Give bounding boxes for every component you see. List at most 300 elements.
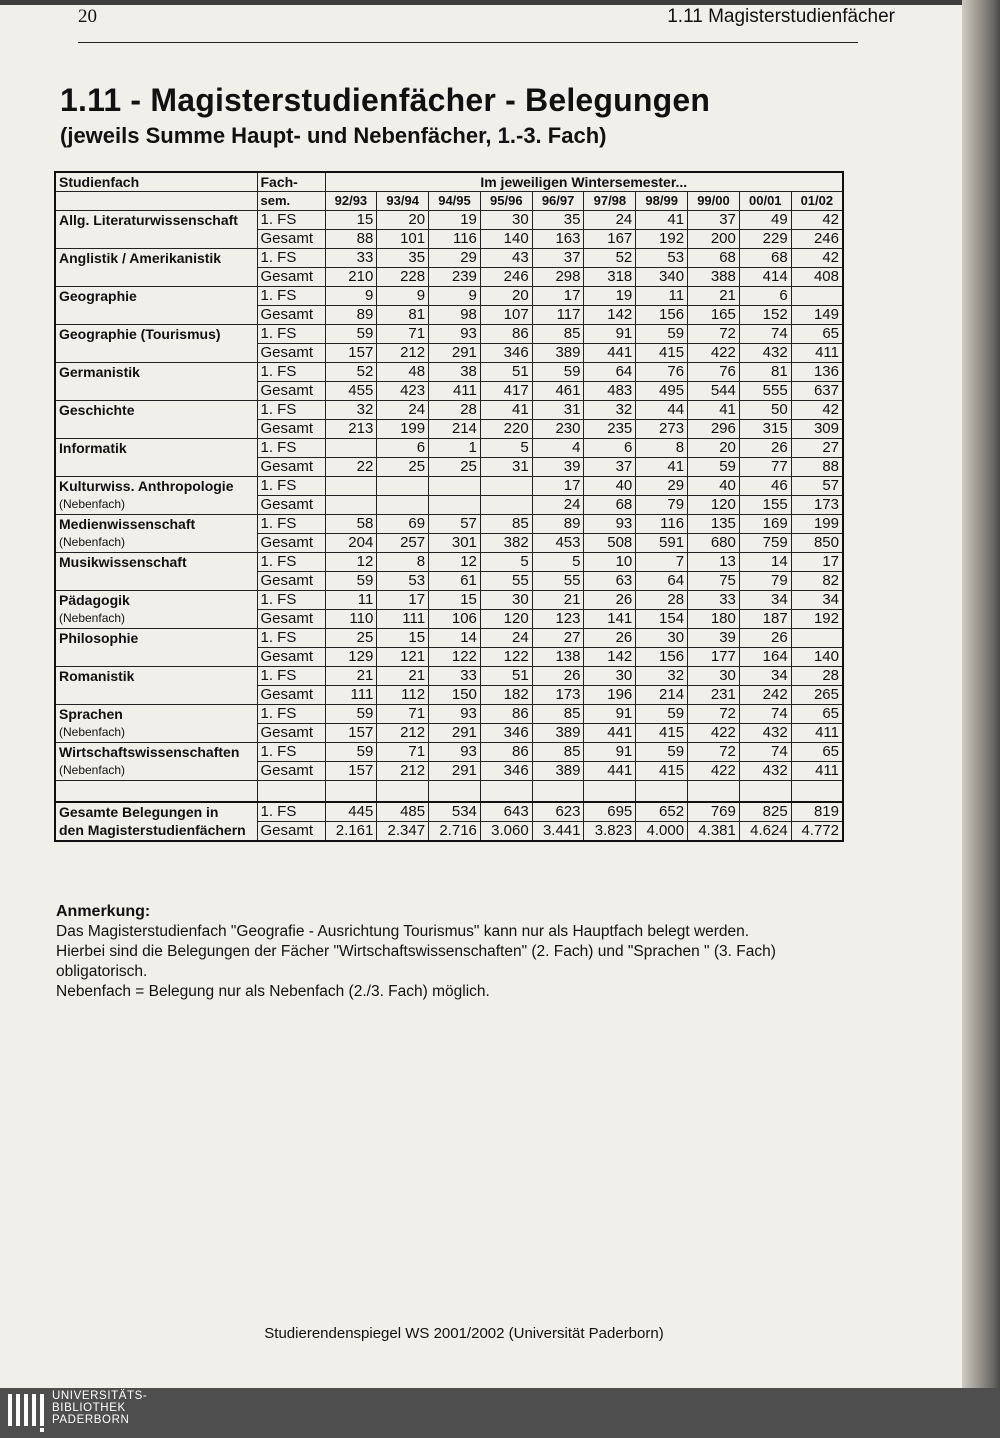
value-cell: 173 <box>532 686 584 705</box>
value-cell: 187 <box>739 610 791 629</box>
value-cell: 64 <box>584 363 636 382</box>
value-cell: 239 <box>429 268 481 287</box>
value-cell: 43 <box>480 249 532 268</box>
value-cell: 33 <box>688 591 740 610</box>
value-cell: 63 <box>584 572 636 591</box>
value-cell: 12 <box>325 553 377 572</box>
total-label <box>55 802 257 841</box>
header-subject: Studienfach <box>55 172 257 192</box>
value-cell: 39 <box>688 629 740 648</box>
library-logo-icon <box>6 1392 46 1434</box>
value-cell: 33 <box>429 667 481 686</box>
value-cell: 106 <box>429 610 481 629</box>
semester-header: 01/02 <box>791 192 843 211</box>
value-cell: 34 <box>739 667 791 686</box>
value-cell: 192 <box>636 230 688 249</box>
row-label-gesamt: Gesamt <box>257 496 325 515</box>
remark-line-2: Hierbei sind die Belegungen der Fächer "Wirtschaftswissenschaften" (2. Fach) und "Sprachen " (3. Fach) obligatorisch. <box>56 943 776 980</box>
table-row <box>55 249 843 268</box>
value-cell: 5 <box>532 553 584 572</box>
value-cell: 389 <box>532 762 584 781</box>
subject-name <box>55 477 257 515</box>
value-cell: 4.000 <box>636 822 688 842</box>
value-cell: 81 <box>377 306 429 325</box>
subject-label: Pädagogik <box>59 592 130 608</box>
value-cell: 85 <box>480 515 532 534</box>
row-label-fs: 1. FS <box>257 515 325 534</box>
value-cell: 229 <box>739 230 791 249</box>
table-row <box>55 439 843 458</box>
semester-header: 00/01 <box>739 192 791 211</box>
semester-header: 96/97 <box>532 192 584 211</box>
value-cell: 122 <box>429 648 481 667</box>
value-cell: 116 <box>429 230 481 249</box>
row-label-gesamt: Gesamt <box>257 822 325 842</box>
value-cell: 46 <box>739 477 791 496</box>
value-cell: 432 <box>739 724 791 743</box>
empty-cell <box>480 781 532 803</box>
row-label-gesamt: Gesamt <box>257 686 325 705</box>
value-cell: 42 <box>791 211 843 230</box>
semester-header: 99/00 <box>688 192 740 211</box>
value-cell: 37 <box>584 458 636 477</box>
header-semester-span: Im jeweiligen Wintersemester... <box>325 172 843 192</box>
value-cell: 50 <box>739 401 791 420</box>
value-cell: 7 <box>636 553 688 572</box>
semester-header: 98/99 <box>636 192 688 211</box>
value-cell: 192 <box>791 610 843 629</box>
subject-label: Allg. Literaturwissenschaft <box>59 212 238 228</box>
value-cell: 346 <box>480 762 532 781</box>
value-cell: 93 <box>584 515 636 534</box>
subject-label: Geschichte <box>59 402 135 418</box>
value-cell: 28 <box>791 667 843 686</box>
value-cell: 93 <box>429 325 481 344</box>
value-cell: 1 <box>429 439 481 458</box>
value-cell: 318 <box>584 268 636 287</box>
subject-note: (Nebenfach) <box>59 497 126 511</box>
value-cell: 116 <box>636 515 688 534</box>
table-row <box>55 287 843 306</box>
table-row <box>55 743 843 762</box>
value-cell: 534 <box>429 802 481 822</box>
value-cell: 455 <box>325 382 377 401</box>
value-cell: 13 <box>688 553 740 572</box>
value-cell: 180 <box>688 610 740 629</box>
value-cell: 422 <box>688 724 740 743</box>
subject-label: Medienwissenschaft <box>59 516 196 532</box>
value-cell: 26 <box>584 591 636 610</box>
value-cell: 6 <box>584 439 636 458</box>
empty-cell <box>55 781 257 803</box>
empty-cell <box>429 781 481 803</box>
value-cell: 30 <box>584 667 636 686</box>
table-row <box>55 667 843 686</box>
value-cell: 49 <box>739 211 791 230</box>
subject-label: Geographie (Tourismus) <box>59 326 221 342</box>
value-cell: 15 <box>429 591 481 610</box>
value-cell <box>480 477 532 496</box>
value-cell: 26 <box>532 667 584 686</box>
subject-name <box>55 705 257 743</box>
value-cell: 68 <box>688 249 740 268</box>
value-cell: 25 <box>325 629 377 648</box>
value-cell <box>325 496 377 515</box>
top-scan-edge <box>0 0 962 5</box>
subject-name <box>55 363 257 401</box>
value-cell: 59 <box>636 743 688 762</box>
empty-cell <box>257 781 325 803</box>
value-cell: 230 <box>532 420 584 439</box>
row-label-gesamt: Gesamt <box>257 230 325 249</box>
remark-heading: Anmerkung: <box>56 903 151 920</box>
value-cell: 21 <box>377 667 429 686</box>
value-cell: 850 <box>791 534 843 553</box>
running-head: 1.11 Magisterstudienfächer <box>667 6 895 27</box>
semester-header: 94/95 <box>429 192 481 211</box>
row-label-fs: 1. FS <box>257 591 325 610</box>
value-cell: 52 <box>584 249 636 268</box>
value-cell: 59 <box>688 458 740 477</box>
subject-name <box>55 211 257 249</box>
value-cell: 59 <box>325 743 377 762</box>
value-cell: 71 <box>377 743 429 762</box>
value-cell: 163 <box>532 230 584 249</box>
row-label-fs: 1. FS <box>257 439 325 458</box>
value-cell: 53 <box>377 572 429 591</box>
table-row <box>55 553 843 572</box>
table-row <box>55 477 843 496</box>
subject-label: Anglistik / Amerikanistik <box>59 250 222 266</box>
subject-name <box>55 629 257 667</box>
subject-name <box>55 667 257 705</box>
row-label-fs: 1. FS <box>257 325 325 344</box>
value-cell: 346 <box>480 344 532 363</box>
value-cell: 415 <box>636 724 688 743</box>
value-cell: 228 <box>377 268 429 287</box>
value-cell: 4.624 <box>739 822 791 842</box>
value-cell: 165 <box>688 306 740 325</box>
value-cell: 235 <box>584 420 636 439</box>
header-fach-1: Fach- <box>257 172 325 192</box>
value-cell: 8 <box>377 553 429 572</box>
value-cell: 9 <box>377 287 429 306</box>
value-cell: 122 <box>480 648 532 667</box>
value-cell: 242 <box>739 686 791 705</box>
value-cell: 121 <box>377 648 429 667</box>
value-cell: 485 <box>377 802 429 822</box>
value-cell: 41 <box>636 211 688 230</box>
value-cell: 39 <box>532 458 584 477</box>
value-cell: 154 <box>636 610 688 629</box>
value-cell: 142 <box>584 648 636 667</box>
value-cell: 117 <box>532 306 584 325</box>
header-subject-cont <box>55 192 257 211</box>
value-cell: 59 <box>325 705 377 724</box>
value-cell: 77 <box>739 458 791 477</box>
value-cell: 3.441 <box>532 822 584 842</box>
value-cell <box>325 477 377 496</box>
value-cell: 72 <box>688 325 740 344</box>
table-row <box>55 325 843 344</box>
empty-cell <box>791 781 843 803</box>
value-cell: 196 <box>584 686 636 705</box>
row-label-gesamt: Gesamt <box>257 382 325 401</box>
value-cell: 86 <box>480 743 532 762</box>
value-cell: 52 <box>325 363 377 382</box>
value-cell: 59 <box>636 325 688 344</box>
value-cell: 432 <box>739 762 791 781</box>
table-row <box>55 591 843 610</box>
value-cell: 48 <box>377 363 429 382</box>
value-cell: 200 <box>688 230 740 249</box>
page-subtitle: (jeweils Summe Haupt- und Nebenfächer, 1.-3. Fach) <box>60 123 607 148</box>
subject-name <box>55 287 257 325</box>
value-cell: 76 <box>688 363 740 382</box>
value-cell: 220 <box>480 420 532 439</box>
value-cell: 93 <box>429 743 481 762</box>
subject-name <box>55 553 257 591</box>
subject-name <box>55 743 257 781</box>
value-cell: 157 <box>325 762 377 781</box>
value-cell: 71 <box>377 325 429 344</box>
value-cell: 9 <box>325 287 377 306</box>
empty-cell <box>584 781 636 803</box>
value-cell: 59 <box>325 325 377 344</box>
library-logo-text <box>52 1390 147 1426</box>
subject-name <box>55 515 257 553</box>
value-cell <box>429 477 481 496</box>
value-cell: 35 <box>377 249 429 268</box>
value-cell: 41 <box>480 401 532 420</box>
value-cell: 2.161 <box>325 822 377 842</box>
value-cell: 22 <box>325 458 377 477</box>
value-cell: 53 <box>636 249 688 268</box>
value-cell: 445 <box>325 802 377 822</box>
value-cell: 74 <box>739 705 791 724</box>
value-cell: 555 <box>739 382 791 401</box>
value-cell: 65 <box>791 743 843 762</box>
value-cell: 483 <box>584 382 636 401</box>
value-cell: 44 <box>636 401 688 420</box>
value-cell: 75 <box>688 572 740 591</box>
value-cell: 86 <box>480 705 532 724</box>
value-cell: 112 <box>377 686 429 705</box>
value-cell: 138 <box>532 648 584 667</box>
value-cell: 57 <box>791 477 843 496</box>
value-cell: 623 <box>532 802 584 822</box>
row-label-gesamt: Gesamt <box>257 724 325 743</box>
value-cell: 315 <box>739 420 791 439</box>
value-cell: 389 <box>532 344 584 363</box>
value-cell: 423 <box>377 382 429 401</box>
value-cell: 79 <box>739 572 791 591</box>
value-cell: 17 <box>791 553 843 572</box>
value-cell: 40 <box>584 477 636 496</box>
value-cell: 4.772 <box>791 822 843 842</box>
value-cell: 25 <box>429 458 481 477</box>
value-cell: 88 <box>791 458 843 477</box>
value-cell: 246 <box>480 268 532 287</box>
header-fach-2: sem. <box>257 192 325 211</box>
value-cell: 296 <box>688 420 740 439</box>
value-cell: 389 <box>532 724 584 743</box>
value-cell: 27 <box>532 629 584 648</box>
value-cell: 26 <box>739 629 791 648</box>
value-cell <box>377 496 429 515</box>
row-label-gesamt: Gesamt <box>257 344 325 363</box>
value-cell: 142 <box>584 306 636 325</box>
enrollment-table <box>54 171 844 842</box>
value-cell: 212 <box>377 762 429 781</box>
row-label-fs: 1. FS <box>257 401 325 420</box>
page-footer: Studierendenspiegel WS 2001/2002 (Universität Paderborn) <box>264 1325 664 1342</box>
row-label-gesamt: Gesamt <box>257 534 325 553</box>
semester-header: 95/96 <box>480 192 532 211</box>
value-cell: 101 <box>377 230 429 249</box>
subject-name <box>55 249 257 287</box>
value-cell: 20 <box>688 439 740 458</box>
value-cell: 120 <box>688 496 740 515</box>
row-label-gesamt: Gesamt <box>257 268 325 287</box>
value-cell: 291 <box>429 344 481 363</box>
value-cell: 544 <box>688 382 740 401</box>
value-cell: 14 <box>429 629 481 648</box>
value-cell: 167 <box>584 230 636 249</box>
value-cell: 591 <box>636 534 688 553</box>
value-cell: 38 <box>429 363 481 382</box>
value-cell: 21 <box>688 287 740 306</box>
value-cell <box>791 287 843 306</box>
value-cell: 346 <box>480 724 532 743</box>
value-cell: 74 <box>739 743 791 762</box>
value-cell: 157 <box>325 724 377 743</box>
value-cell: 24 <box>377 401 429 420</box>
value-cell: 17 <box>532 477 584 496</box>
subject-label: Informatik <box>59 440 127 456</box>
value-cell: 65 <box>791 325 843 344</box>
value-cell: 643 <box>480 802 532 822</box>
value-cell: 91 <box>584 325 636 344</box>
value-cell: 140 <box>480 230 532 249</box>
value-cell: 214 <box>429 420 481 439</box>
value-cell: 129 <box>325 648 377 667</box>
value-cell: 3.823 <box>584 822 636 842</box>
subject-note: (Nebenfach) <box>59 611 126 625</box>
value-cell: 173 <box>791 496 843 515</box>
table-row <box>55 705 843 724</box>
empty-cell <box>377 781 429 803</box>
value-cell: 71 <box>377 705 429 724</box>
value-cell: 85 <box>532 743 584 762</box>
value-cell: 15 <box>377 629 429 648</box>
value-cell: 19 <box>429 211 481 230</box>
value-cell: 111 <box>325 686 377 705</box>
value-cell: 155 <box>739 496 791 515</box>
value-cell: 231 <box>688 686 740 705</box>
value-cell: 12 <box>429 553 481 572</box>
value-cell: 33 <box>325 249 377 268</box>
empty-cell <box>325 781 377 803</box>
subject-label: Geographie <box>59 288 137 304</box>
value-cell: 17 <box>532 287 584 306</box>
value-cell: 652 <box>636 802 688 822</box>
subject-note: (Nebenfach) <box>59 535 126 549</box>
value-cell: 769 <box>688 802 740 822</box>
value-cell: 15 <box>325 211 377 230</box>
value-cell: 32 <box>584 401 636 420</box>
value-cell: 461 <box>532 382 584 401</box>
value-cell: 64 <box>636 572 688 591</box>
subject-label: Sprachen <box>59 706 123 722</box>
value-cell: 212 <box>377 724 429 743</box>
semester-header: 93/94 <box>377 192 429 211</box>
empty-cell <box>739 781 791 803</box>
value-cell: 76 <box>636 363 688 382</box>
subject-label: Kulturwiss. Anthropologie <box>59 478 234 494</box>
value-cell: 2.347 <box>377 822 429 842</box>
value-cell: 19 <box>584 287 636 306</box>
value-cell: 136 <box>791 363 843 382</box>
value-cell: 24 <box>532 496 584 515</box>
value-cell: 199 <box>377 420 429 439</box>
row-label-fs: 1. FS <box>257 477 325 496</box>
value-cell: 415 <box>636 762 688 781</box>
value-cell: 8 <box>636 439 688 458</box>
value-cell: 40 <box>688 477 740 496</box>
value-cell: 441 <box>584 724 636 743</box>
page-number: 20 <box>78 6 97 27</box>
value-cell: 55 <box>480 572 532 591</box>
row-label-gesamt: Gesamt <box>257 572 325 591</box>
value-cell: 149 <box>791 306 843 325</box>
value-cell: 72 <box>688 743 740 762</box>
subject-name <box>55 401 257 439</box>
value-cell: 291 <box>429 762 481 781</box>
value-cell: 213 <box>325 420 377 439</box>
book-spine-shadow <box>962 0 1000 1388</box>
value-cell: 41 <box>688 401 740 420</box>
value-cell: 59 <box>532 363 584 382</box>
subject-label: Wirtschaftswissenschaften <box>59 744 240 760</box>
empty-cell <box>688 781 740 803</box>
value-cell: 32 <box>325 401 377 420</box>
value-cell: 25 <box>377 458 429 477</box>
value-cell: 37 <box>532 249 584 268</box>
value-cell: 57 <box>429 515 481 534</box>
row-label-fs: 1. FS <box>257 363 325 382</box>
value-cell <box>429 496 481 515</box>
subject-label: Romanistik <box>59 668 135 684</box>
value-cell: 123 <box>532 610 584 629</box>
value-cell: 35 <box>532 211 584 230</box>
value-cell: 411 <box>429 382 481 401</box>
value-cell: 74 <box>739 325 791 344</box>
value-cell: 89 <box>325 306 377 325</box>
table-row <box>55 211 843 230</box>
value-cell: 51 <box>480 667 532 686</box>
value-cell: 441 <box>584 762 636 781</box>
value-cell: 68 <box>739 249 791 268</box>
value-cell: 21 <box>325 667 377 686</box>
semester-header-row <box>55 192 843 211</box>
value-cell: 9 <box>429 287 481 306</box>
value-cell: 111 <box>377 610 429 629</box>
value-cell: 214 <box>636 686 688 705</box>
value-cell: 31 <box>532 401 584 420</box>
value-cell: 301 <box>429 534 481 553</box>
value-cell: 4.381 <box>688 822 740 842</box>
